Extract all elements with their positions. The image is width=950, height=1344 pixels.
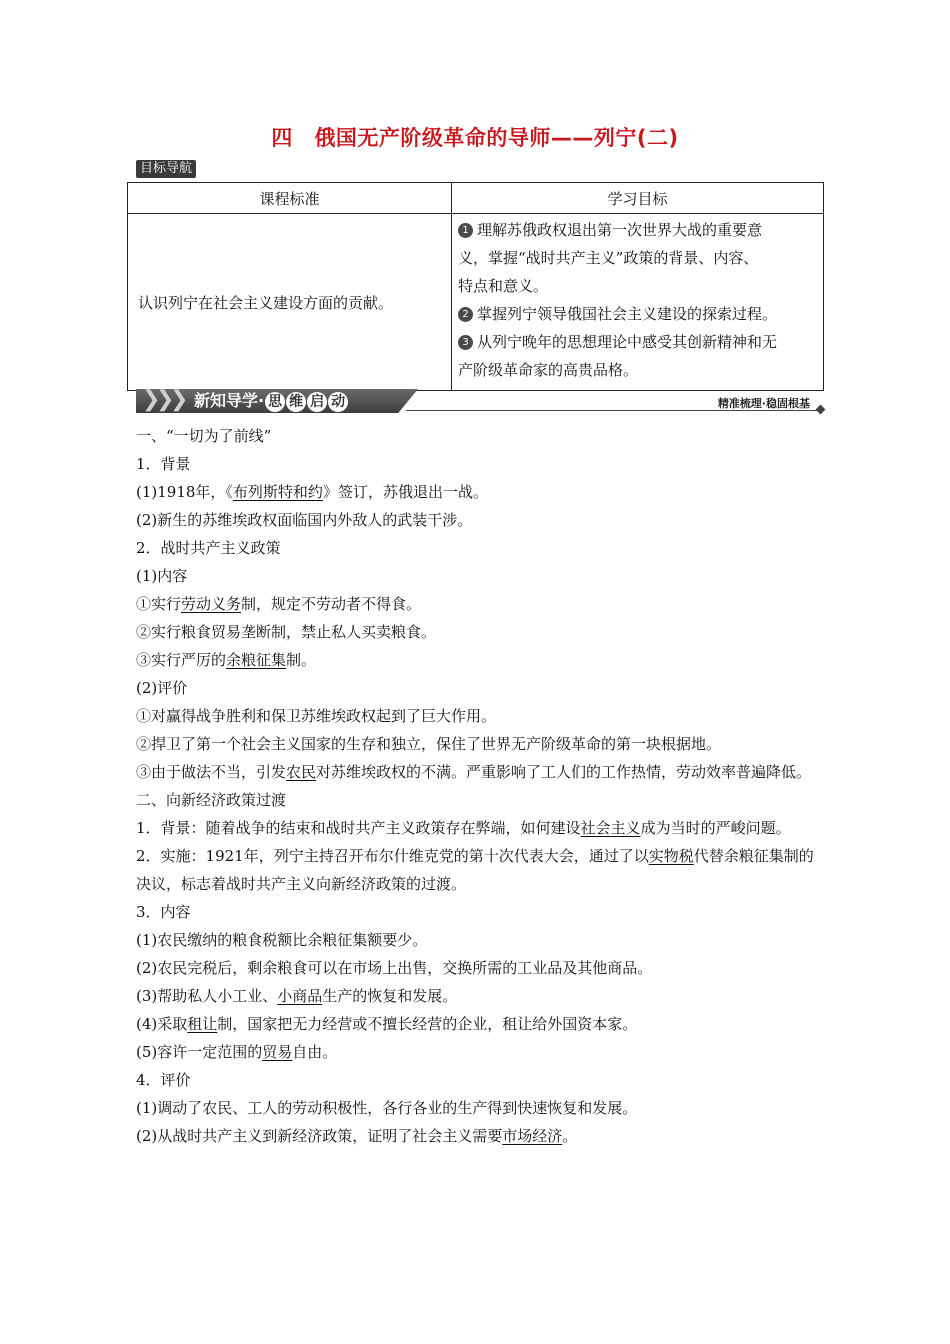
number-badge-icon: 2 <box>458 307 473 322</box>
blank-answer: 市场经济 <box>502 1127 563 1145</box>
header-standard: 课程标准 <box>128 183 452 214</box>
content-line: (4)采取租让制，国家把无力经营或不擅长经营的企业，租让给外国资本家。 <box>136 1015 638 1033</box>
content-line: ③实行严厉的余粮征集制。 <box>136 651 317 669</box>
content-line: ②捍卫了第一个社会主义国家的生存和独立，保住了世界无产阶级革命的第一块根据地。 <box>136 735 722 753</box>
goal-line <box>458 356 813 384</box>
blank-answer: 小商品 <box>277 987 323 1005</box>
content-line: (2)评价 <box>136 679 188 697</box>
goal-line <box>458 328 813 356</box>
goal-text: 义，掌握“战时共产主义”政策的背景、内容、 <box>458 249 759 267</box>
content-line: 1．背景 <box>136 455 191 473</box>
section-banner <box>136 386 826 416</box>
content-line: ①对赢得战争胜利和保卫苏维埃政权起到了巨大作用。 <box>136 707 497 725</box>
content-line: ②实行粮食贸易垄断制，禁止私人买卖粮食。 <box>136 623 437 641</box>
blank-answer: 租让 <box>187 1015 218 1033</box>
section-badge: 目标导航 <box>136 160 196 178</box>
standard-cell: 认识列宁在社会主义建设方面的贡献。 <box>128 214 452 391</box>
content-line: 1．背景：随着战争的结束和战时共产主义政策存在弊端，如何建设社会主义成为当时的严峻问题。 <box>136 819 791 837</box>
goal-text: 特点和意义。 <box>458 277 549 295</box>
goal-text: 从列宁晚年的思想理论中感受其创新精神和无 <box>477 333 778 351</box>
content-line: 2．实施：1921年，列宁主持召开布尔什维克党的第十次代表大会，通过了以实物税代替余粮征集制的决议，标志着战时共产主义向新经济政策的过渡。 <box>136 847 814 893</box>
diamond-icon <box>816 405 826 415</box>
content-line: (1)调动了农民、工人的劳动积极性，各行各业的生产得到快速恢复和发展。 <box>136 1099 638 1117</box>
content-line: (2)新生的苏维埃政权面临国内外敌人的武装干涉。 <box>136 511 473 529</box>
content-line: 二、向新经济政策过渡 <box>136 791 287 809</box>
notes-content <box>136 422 818 1150</box>
page-title: 四 俄国无产阶级革命的导师——列宁(二) <box>271 126 679 150</box>
blank-answer: 余粮征集 <box>226 651 287 669</box>
chevron-right-icon: ❯ <box>156 387 175 412</box>
chevron-right-icon: ❯ <box>142 387 161 412</box>
content-line: ①实行劳动义务制，规定不劳动者不得食。 <box>136 595 422 613</box>
content-line: (1)内容 <box>136 567 188 585</box>
banner-title: 新知导学· 思 维 启 动 <box>194 389 348 413</box>
blank-answer: 贸易 <box>262 1043 293 1061</box>
content-line: (2)农民完税后，剩余粮食可以在市场上出售，交换所需的工业品及其他商品。 <box>136 959 653 977</box>
content-line: 4．评价 <box>136 1071 191 1089</box>
content-line: (5)容许一定范围的贸易自由。 <box>136 1043 338 1061</box>
blank-answer: 农民 <box>286 763 317 781</box>
header-goals: 学习目标 <box>452 183 824 214</box>
content-line: (1)1918年，《布列斯特和约》签订，苏俄退出一战。 <box>136 483 488 501</box>
blank-answer: 劳动义务 <box>181 595 242 613</box>
goals-table <box>127 182 824 391</box>
content-line: 3．内容 <box>136 903 191 921</box>
goal-line <box>458 216 813 244</box>
goal-text: 产阶级革命家的高贵品格。 <box>458 361 639 379</box>
chevron-right-icon: ❯ <box>170 387 189 412</box>
goal-line <box>458 272 813 300</box>
number-badge-icon: 1 <box>458 223 473 238</box>
content-line: (2)从战时共产主义到新经济政策，证明了社会主义需要市场经济。 <box>136 1127 578 1145</box>
banner-subtitle: 精准梳理·稳固根基 <box>717 397 810 410</box>
blank-answer: 社会主义 <box>580 819 641 837</box>
blank-answer: 实物税 <box>648 847 694 865</box>
content-line: ③由于做法不当，引发农民对苏维埃政权的不满。严重影响了工人们的工作热情，劳动效率普遍降低。 <box>136 763 812 781</box>
content-line: (1)农民缴纳的粮食税额比余粮征集额要少。 <box>136 931 428 949</box>
content-line: 2．战时共产主义政策 <box>136 539 281 557</box>
goal-text: 掌握列宁领导俄国社会主义建设的探索过程。 <box>477 305 778 323</box>
content-line: (3)帮助私人小工业、小商品生产的恢复和发展。 <box>136 987 458 1005</box>
blank-answer: 布列斯特和约 <box>232 483 323 501</box>
content-line: 一、“一切为了前线” <box>136 427 272 445</box>
goal-line <box>458 244 813 272</box>
goal-line <box>458 300 813 328</box>
number-badge-icon: 3 <box>458 335 473 350</box>
goals-cell <box>452 214 824 391</box>
goal-text: 理解苏俄政权退出第一次世界大战的重要意 <box>477 221 763 239</box>
